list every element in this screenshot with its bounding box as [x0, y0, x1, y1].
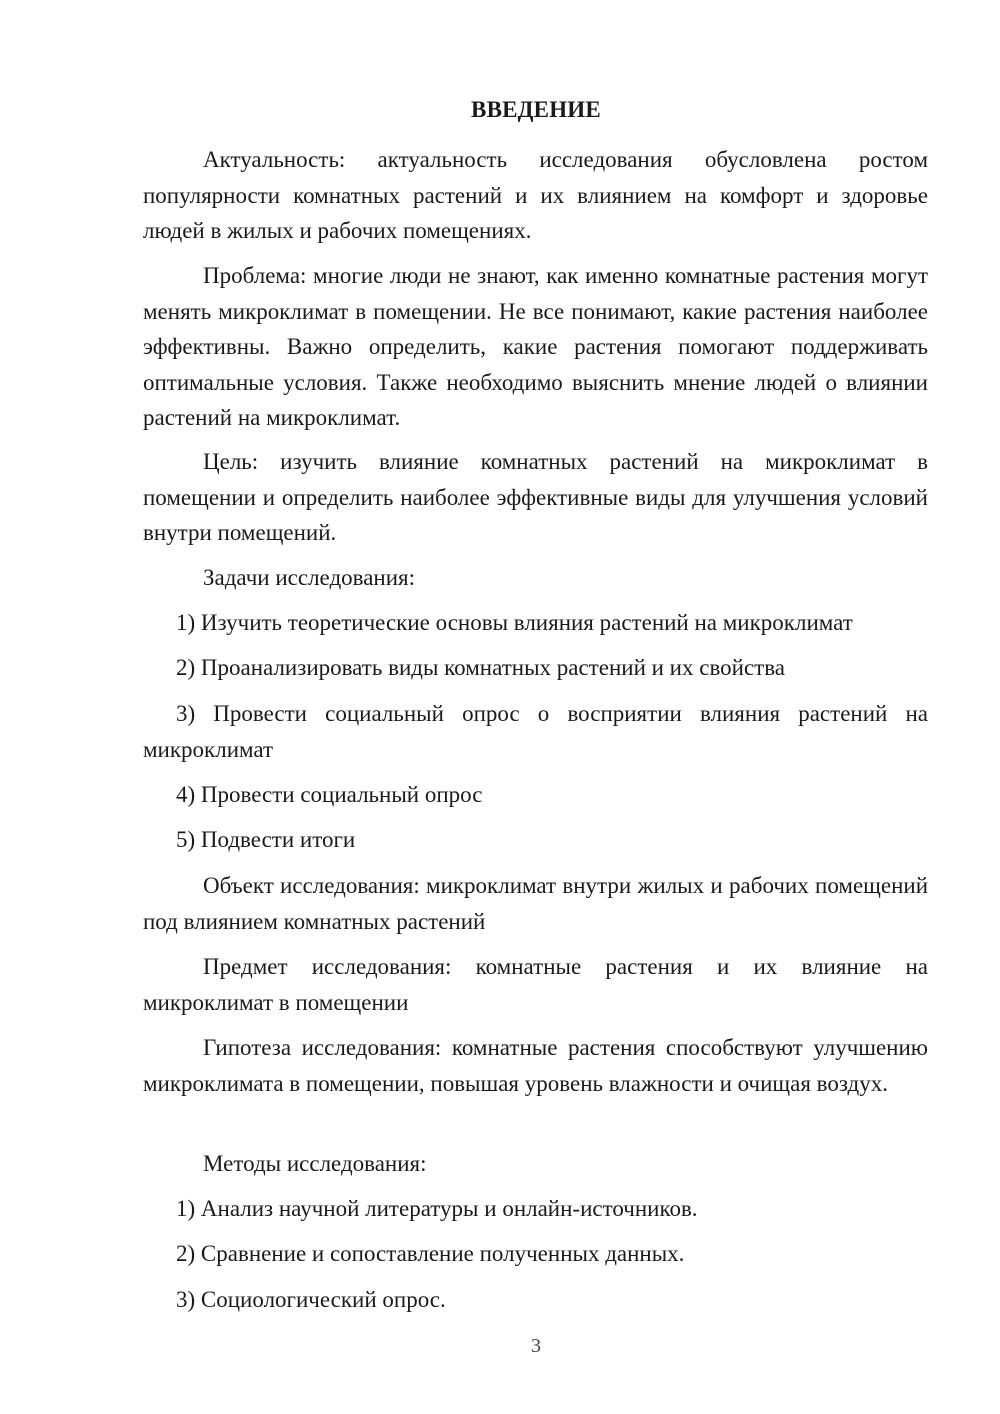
task-item-3: 3) Провести социальный опрос о восприятии влияния растений на микроклимат — [143, 701, 928, 762]
subject-paragraph: Предмет исследования: комнатные растения и их влияние на микроклимат в помещении — [143, 954, 928, 1015]
page-number: 3 — [531, 1335, 541, 1357]
method-item-1: 1) Анализ научной литературы и онлайн-источников. — [176, 1196, 698, 1221]
hypothesis-paragraph: Гипотеза исследования: комнатные растения способствуют улучшению микроклимата в помещении, повышая уровень влажности и очищая воздух. — [143, 1035, 928, 1096]
goal-paragraph: Цель: изучить влияние комнатных растений на микроклимат в помещении и определить наиболее эффективные виды для улучшения условий внутри помещений. — [143, 449, 928, 545]
task-item-2: 2) Проанализировать виды комнатных растений и их свойства — [176, 655, 785, 680]
task-item-4: 4) Провести социальный опрос — [176, 782, 483, 807]
method-item-3: 3) Социологический опрос. — [176, 1287, 446, 1312]
object-paragraph: Объект исследования: микроклимат внутри жилых и рабочих помещений под влиянием комнатных растений — [143, 873, 928, 934]
method-item-2: 2) Сравнение и сопоставление полученных данных. — [176, 1241, 685, 1266]
tasks-heading: Задачи исследования: — [203, 565, 416, 590]
relevance-paragraph: Актуальность: актуальность исследования обусловлена ростом популярности комнатных растений и их влиянием на комфорт и здоровье людей в жилых и рабочих помещениях. — [143, 147, 928, 243]
page-title: ВВЕДЕНИЕ — [471, 97, 601, 122]
methods-heading: Методы исследования: — [203, 1151, 427, 1176]
task-item-1: 1) Изучить теоретические основы влияния растений на микроклимат — [176, 610, 853, 635]
problem-paragraph: Проблема: многие люди не знают, как именно комнатные растения могут менять микроклимат в помещении. Не все понимают, какие растения наиболее эффективны. Важно определить, какие растения помогают поддерживать оптимальные условия. Также необходимо выяснить мнение людей о влиянии растений на микроклимат. — [143, 263, 928, 430]
task-item-5: 5) Подвести итоги — [176, 827, 356, 852]
